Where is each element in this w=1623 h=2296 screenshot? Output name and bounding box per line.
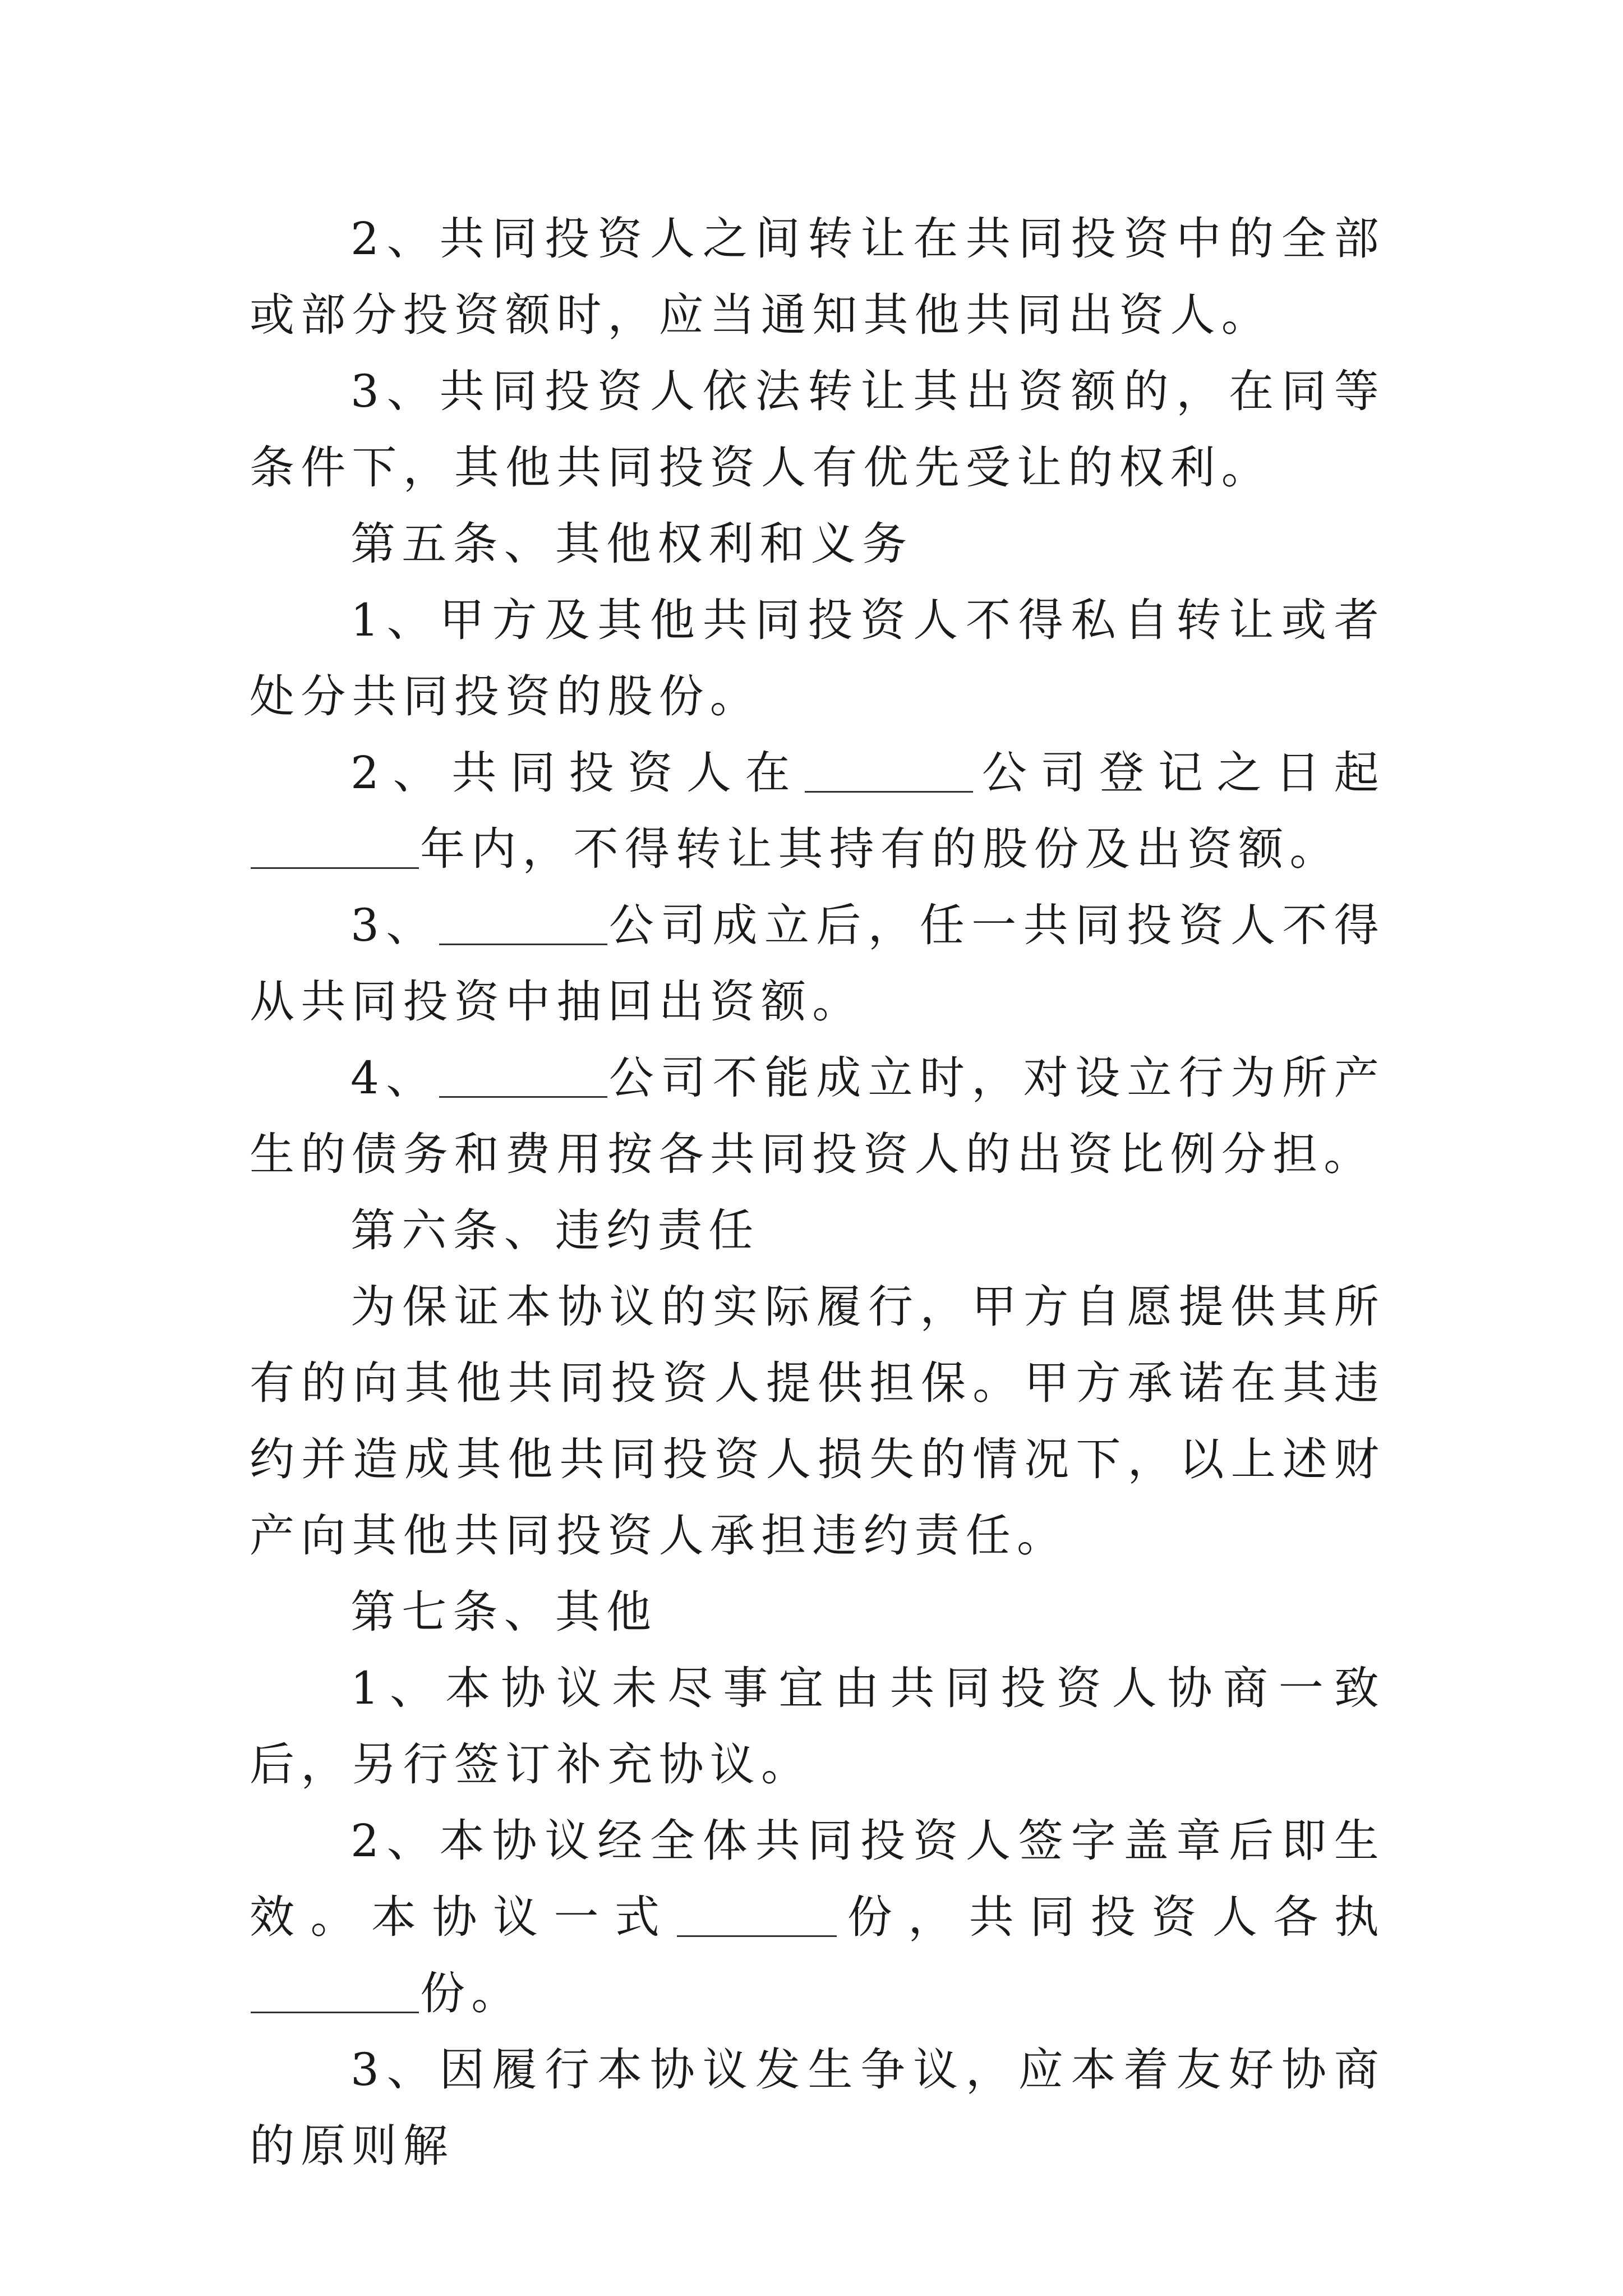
blank-company-name — [805, 746, 973, 793]
paragraph-effectiveness-copies — [250, 1803, 1385, 2032]
text-segment: 2、共同投资人在 — [351, 747, 804, 799]
text-segment: 份，共同投资人各执 — [837, 1891, 1385, 1943]
text-segment: 4、 — [351, 1052, 438, 1104]
text-segment: 公司成立后，任一共同投资人不得从共同投资中抽回出资额。 — [250, 899, 1385, 1028]
paragraph-transfer-lockup — [250, 735, 1385, 887]
paragraph-breach-liability: 为保证本协议的实际履行，甲方自愿提供其所有的向其他共同投资人提供担保。甲方承诺在其违约并造成其他共同投资人损失的情况下，以上述财产向其他共同投资人承担违约责任。 — [250, 1281, 1385, 1562]
blank-company-name — [439, 899, 607, 945]
heading-article-7: 第七条、其他 — [351, 1586, 658, 1638]
paragraph-no-withdrawal — [250, 887, 1385, 1040]
text-segment: 份。 — [420, 1967, 523, 2019]
paragraph-dispute-resolution: 3、因履行本协议发生争议，应本着友好协商的原则解 — [250, 2044, 1385, 2172]
paragraph-no-private-transfer: 1、甲方及其他共同投资人不得私自转让或者处分共同投资的股份。 — [250, 594, 1385, 723]
text-segment: 3、 — [351, 899, 438, 951]
text-segment: 公司不能成立时，对设立行为所产生的债务和费用按各共同投资人的出资比例分担。 — [250, 1052, 1385, 1180]
blank-years — [251, 822, 419, 869]
paragraph-preemptive-right: 3、共同投资人依法转让其出资额的，在同等条件下，其他共同投资人有优先受让的权利。 — [250, 365, 1385, 494]
blank-total-copies — [677, 1890, 837, 1937]
heading-article-5: 第五条、其他权利和义务 — [351, 518, 914, 570]
text-segment: 2、本协议经全体共同投资人签字盖章后即生效。本协议一式 — [250, 1815, 1385, 1943]
paragraph-transfer-notice: 2、共同投资人之间转让在共同投资中的全部或部分投资额时，应当通知其他共同出资人。 — [250, 213, 1385, 341]
blank-company-name — [439, 1051, 607, 1098]
document-page — [250, 201, 1385, 2184]
text-segment: 年内，不得转让其持有的股份及出资额。 — [420, 823, 1341, 875]
paragraph-supplementary-agreement: 1、本协议未尽事宜由共同投资人协商一致后，另行签订补充协议。 — [250, 1662, 1385, 1791]
text-segment: 公司登记之日起 — [974, 747, 1385, 799]
blank-copies-each — [251, 1967, 419, 2013]
heading-article-6: 第六条、违约责任 — [351, 1204, 760, 1257]
paragraph-cost-sharing — [250, 1040, 1385, 1193]
